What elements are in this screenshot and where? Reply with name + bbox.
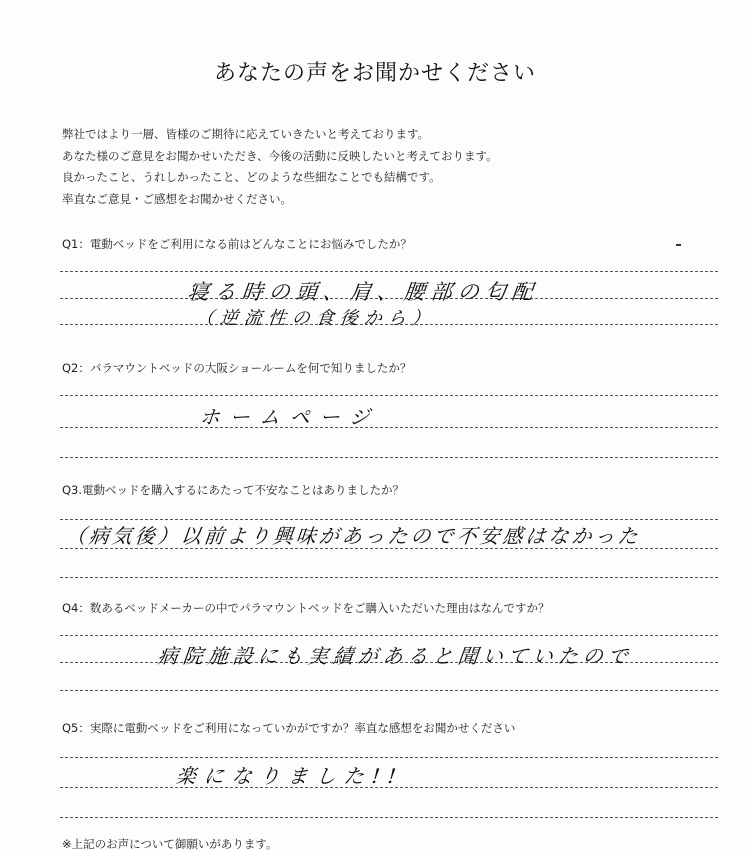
intro-line: 率直なご意見・ご感想をお聞かせください。 [62,191,292,206]
answer-line [60,271,718,272]
stray-mark [676,244,681,246]
answer-line [60,690,718,691]
intro-line: 弊社ではより一層、皆様のご期待に応えていきたいと考えております。 [62,127,430,141]
answer-line [60,635,718,636]
intro-line: あなた様のご意見をお聞かせいただき、今後の活動に反映したいと考えております。 [62,148,498,163]
form-title: あなたの声をお聞かせください [213,61,536,86]
question-2-answer: ホームページ [198,405,381,429]
question-4-label: Q4：数あるベッドメーカーの中でパラマウントベッドをご購入いただいた理由はなんですか？ [62,601,550,615]
footer-note: ※上記のお声について御願いがあります。 [62,837,278,851]
question-5-answer: 楽になりました!! [174,764,406,788]
answer-line [60,757,718,758]
question-5-label: Q5：実際に電動ベッドをご利用になっていかがですか？率直な感想をお聞かせください [62,721,516,735]
answer-line [60,457,718,458]
question-2-label: Q2：パラマウントベッドの大阪ショールームを何で知りましたか？ [62,361,412,375]
answer-line [60,577,718,578]
answer-line [60,395,718,396]
question-3-label: Q3.電動ベッドを購入するにあたって不安なことはありましたか？ [62,483,405,497]
question-1-answer-line-1: 寝る時の頭、肩、腰部の匂配 [186,280,541,304]
intro-text [62,124,722,210]
question-1-answer-line-2: （逆流性の食後から） [194,308,437,329]
intro-line: 良かったこと、うれしかったこと、どのような些細なことでも結構です。 [62,170,441,184]
question-4-answer: 病院施設にも実績があると聞いていたので [156,644,635,668]
question-1-label: Q1：電動ベッドをご利用になる前はどんなことにお悩みでしたか？ [62,237,412,251]
question-3-answer: （病気後）以前より興味があったので不安感はなかった [64,524,642,548]
answer-line [60,817,718,818]
answer-line [60,427,718,428]
